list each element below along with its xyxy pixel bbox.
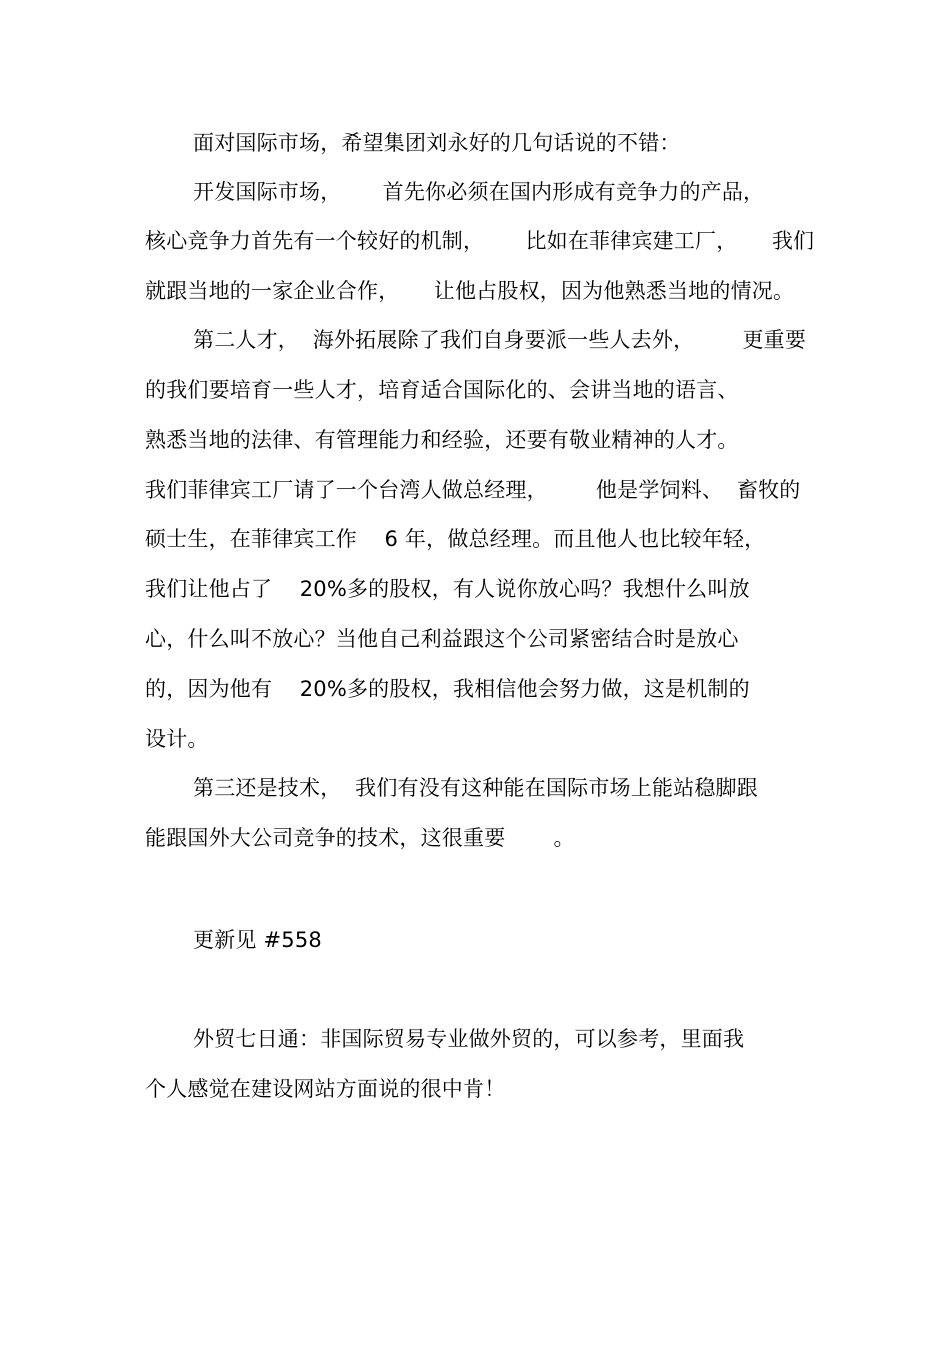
- paragraph-line: 第三还是技术， 我们有没有这种能在国际市场上能站稳脚跟: [193, 776, 758, 800]
- paragraph-line: 熟悉当地的法律、有管理能力和经验，还要有敬业精神的人才。: [145, 428, 739, 452]
- update-reference-line: 更新见 #558: [193, 928, 322, 952]
- paragraph-line: 我们让他占了 20%多的股权，有人说你放心吗？我想什么叫放: [145, 577, 750, 601]
- paragraph-line: 个人感觉在建设网站方面说的很中肯！: [145, 1077, 506, 1101]
- paragraph-line: 就跟当地的一家企业合作， 让他占股权，因为他熟悉当地的情况。: [145, 279, 795, 303]
- paragraph-line: 第二人才， 海外拓展除了我们自身要派一些人去外， 更重要: [193, 328, 807, 352]
- paragraph-line: 核心竞争力首先有一个较好的机制， 比如在菲律宾建工厂， 我们: [145, 229, 815, 253]
- paragraph-line: 外贸七日通：非国际贸易专业做外贸的，可以参考，里面我: [193, 1027, 745, 1051]
- paragraph-line: 设计。: [145, 727, 209, 751]
- paragraph-line: 的，因为他有 20%多的股权，我相信他会努力做，这是机制的: [145, 677, 750, 701]
- paragraph-line: 硕士生，在菲律宾工作 6 年，做总经理。而且他人也比较年轻，: [145, 527, 766, 551]
- paragraph-line: 我们菲律宾工厂请了一个台湾人做总经理， 他是学饲料、 畜牧的: [145, 478, 801, 502]
- paragraph-line: 能跟国外大公司竞争的技术，这很重要 。: [145, 826, 575, 850]
- paragraph-line: 的我们要培育一些人才，培育适合国际化的、会讲当地的语言、: [145, 378, 739, 402]
- paragraph-line: 心，什么叫不放心？当他自己利益跟这个公司紧密结合时是放心: [145, 627, 739, 651]
- paragraph-line: 开发国际市场， 首先你必须在国内形成有竞争力的产品，: [193, 180, 765, 204]
- paragraph-line: 面对国际市场，希望集团刘永好的几句话说的不错：: [193, 131, 681, 155]
